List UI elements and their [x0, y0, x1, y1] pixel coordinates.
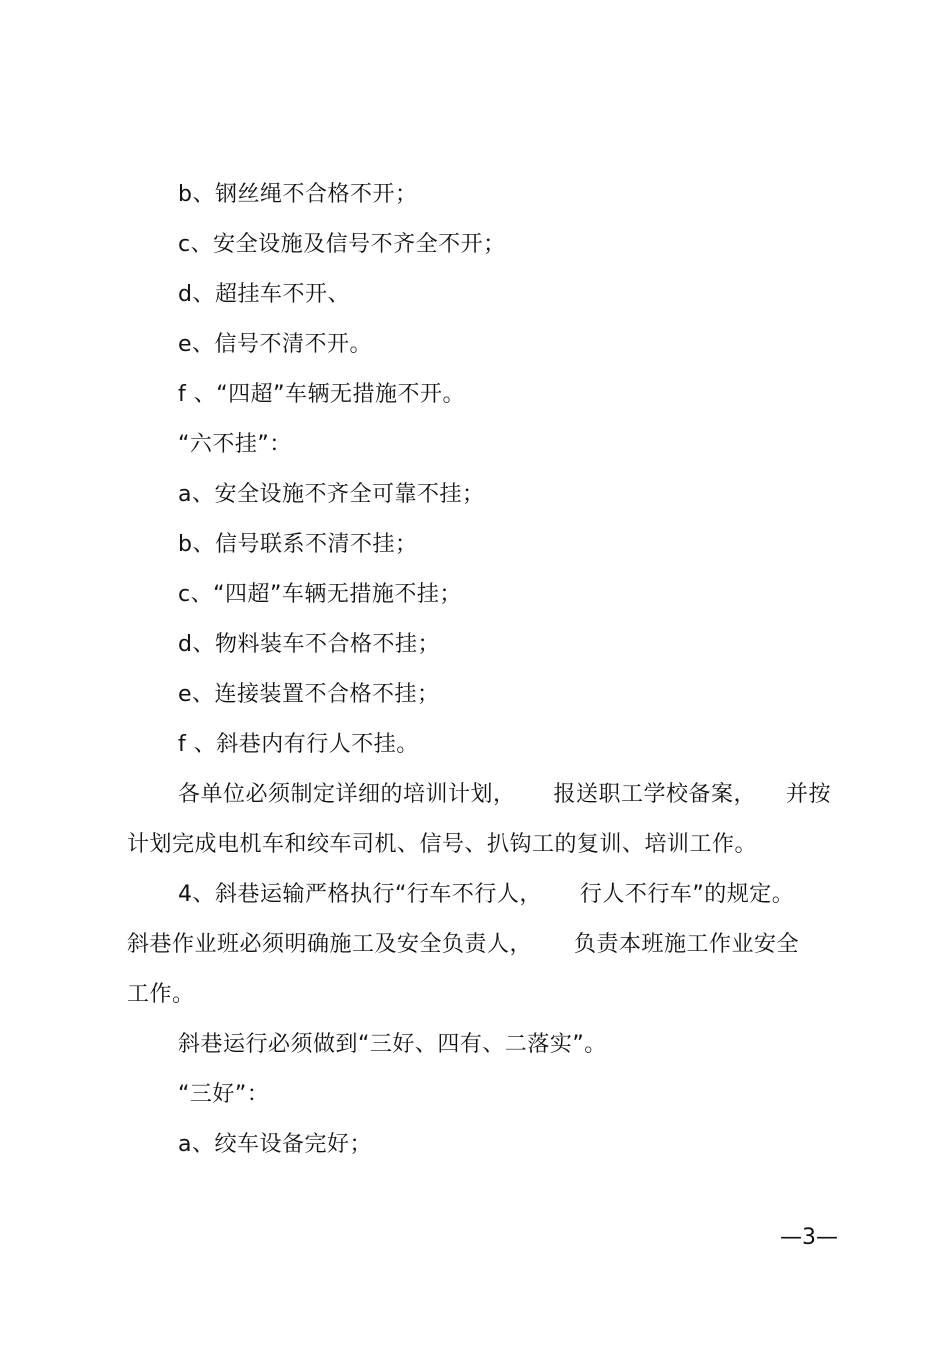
section-heading-three-good: “三好”：	[178, 1082, 270, 1107]
list-item-a-winch-good: a、绞车设备完好；	[178, 1132, 372, 1157]
paragraph-training-part-2: 报送职工学校备案，	[553, 782, 757, 807]
list-item-e-signal-unclear: e、信号不清不开。	[178, 332, 373, 357]
paragraph-training-line-2: 计划完成电机车和绞车司机、信号、扒钩工的复训、培训工作。	[127, 832, 758, 857]
list-item-e-coupling: e、连接装置不合格不挂；	[178, 682, 440, 707]
list-item-f-four-over: f 、“四超”车辆无措施不开。	[178, 382, 466, 407]
paragraph-training-part-1: 各单位必须制定详细的培训计划，	[178, 782, 516, 807]
list-item-a-safety-facility: a、安全设施不齐全可靠不挂；	[178, 482, 485, 507]
list-item-f-pedestrian: f 、斜巷内有行人不挂。	[178, 732, 419, 757]
paragraph-training-line-1	[178, 780, 831, 810]
list-item-c-four-over: c、“四超”车辆无措施不挂；	[178, 582, 462, 607]
paragraph-incline-part-3: 斜巷作业班必须明确施工及安全负责人，	[127, 932, 533, 957]
list-item-b-signal-contact: b、信号联系不清不挂；	[178, 532, 418, 557]
list-item-d-loading: d、物料装车不合格不挂；	[178, 632, 440, 657]
paragraph-incline-line-3: 工作。	[127, 982, 195, 1007]
list-item-c-safety-signal: c、安全设施及信号不齐全不开；	[178, 232, 506, 257]
section-heading-six-no-hook: “六不挂”：	[178, 432, 292, 457]
paragraph-three-four-two: 斜巷运行必须做到“三好、四有、二落实”。	[178, 1032, 607, 1057]
paragraph-training-part-3: 并按	[786, 782, 832, 807]
paragraph-incline-line-1	[178, 880, 794, 910]
paragraph-incline-part-2: 行人不行车”的规定。	[579, 882, 795, 907]
list-item-d-overload: d、超挂车不开、	[178, 282, 350, 307]
list-item-b-wire-rope: b、钢丝绳不合格不开；	[178, 182, 418, 207]
page-number: —3—	[780, 1225, 838, 1250]
paragraph-incline-line-2	[127, 930, 799, 960]
paragraph-incline-part-4: 负责本班施工作业安全	[574, 932, 800, 957]
paragraph-incline-part-1: 4、斜巷运输严格执行“行车不行人，	[178, 882, 542, 907]
